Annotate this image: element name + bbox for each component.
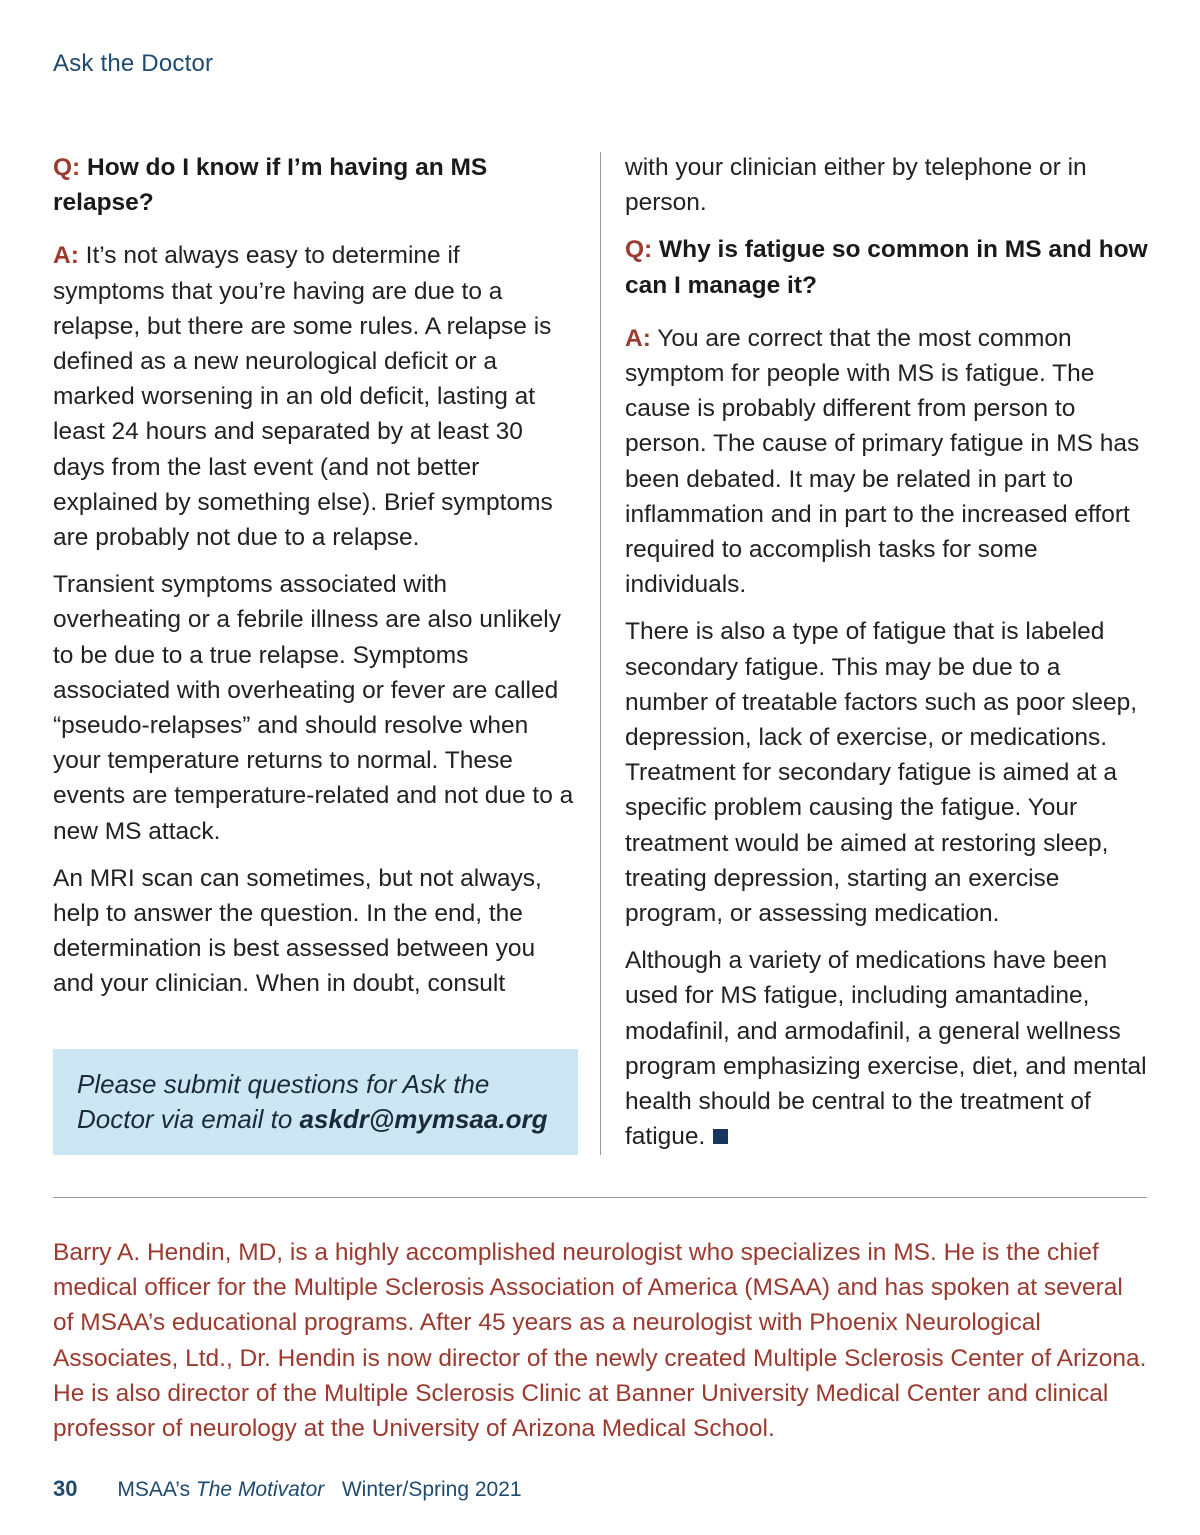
publisher-name: MSAA’s [117,1478,191,1501]
page-number: 30 [53,1476,78,1501]
bio-divider [53,1197,1147,1198]
submit-questions-box [53,1049,578,1155]
answer-2-paragraph-1 [625,321,1150,603]
right-column [625,150,1150,1166]
answer-1-paragraph-3: An MRI scan can sometimes, but not always, help to answer the question. In the end, the determination is best assessed between you and your clinician. When in doubt, consult [53,864,542,998]
question-1 [53,150,578,220]
submit-text: Please submit questions for Ask the Doctor via email to [77,1069,490,1134]
answer-label: A: [53,242,79,270]
answer-1-paragraph-1 [53,238,578,555]
question-text: Why is fatigue so common in MS and how can I manage it? [625,236,1148,299]
publication-title: The Motivator [195,1478,325,1501]
column-divider [600,152,601,1155]
answer-text: It’s not always easy to determine if symptoms that you’re having are due to a relapse, but there are some rules. A relapse is defined as a new neurological deficit or a marked worsening in an old deficit, lasting at least 24 hours and separated by at least 30 days from the last event (and not better explained by something else). Brief symptoms are probably not due to a relapse. [53,242,553,552]
left-column [53,150,578,1014]
answer-1-paragraph-2: Transient symptoms associated with overheating or a febrile illness are also unlikely to be due to a true relapse. Symptoms associated with overheating or fever are called “pseudo-relapses” and should resolve when your temperature returns to normal. These events are temperature-related and not due to a new MS attack. [53,571,574,845]
author-bio: Barry A. Hendin, MD, is a highly accomplished neurologist who specializes in MS. He is the chief medical officer for the Multiple Sclerosis Association of America (MSAA) and has spoken at several of MSAA’s educational programs. After 45 years as a neurologist with Phoenix Neurological Associates, Ltd., Dr. Hendin is now director of the newly created Multiple Sclerosis Center of Arizona. He is also director of the Multiple Sclerosis Clinic at Banner University Medical Center and clinical professor of neurology at the University of Arizona Medical School. [53,1239,1147,1443]
answer-text: You are correct that the most common symptom for people with MS is fatigue. The cause is probably different from person to person. The cause of primary fatigue in MS has been debated. It may be related in part to inflammation and in part to the increased effort required to accomplish tasks for some individuals. [625,324,1140,599]
answer-text: Although a variety of medications have been used for MS fatigue, including amantadine, modafinil, and armodafinil, a general wellness program emphasizing exercise, diet, and mental health should be central to the treatment of fatigue. [625,947,1147,1151]
answer-1-continued: with your clinician either by telephone or in person. [625,154,1087,217]
answer-label: A: [625,324,651,352]
question-2 [625,232,1150,302]
question-label: Q: [625,236,653,264]
page-footer [53,1476,522,1502]
issue-date: Winter/Spring 2021 [341,1478,522,1501]
email-link[interactable]: askdr@mymsaa.org [299,1104,548,1134]
section-header: Ask the Doctor [53,50,214,77]
answer-2-paragraph-2: There is also a type of fatigue that is labeled secondary fatigue. This may be due to a number of treatable factors such as poor sleep, depression, lack of exercise, or medications. Treatment for secondary fatigue is aimed at a specific problem causing the fatigue. Your treatment would be aimed at restoring sleep, treating depression, starting an exercise program, or assessing medication. [625,618,1138,928]
end-of-article-icon [713,1129,728,1144]
answer-2-paragraph-3 [625,943,1150,1154]
question-text: How do I know if I’m having an MS relapse? [53,154,488,217]
question-label: Q: [53,154,81,181]
